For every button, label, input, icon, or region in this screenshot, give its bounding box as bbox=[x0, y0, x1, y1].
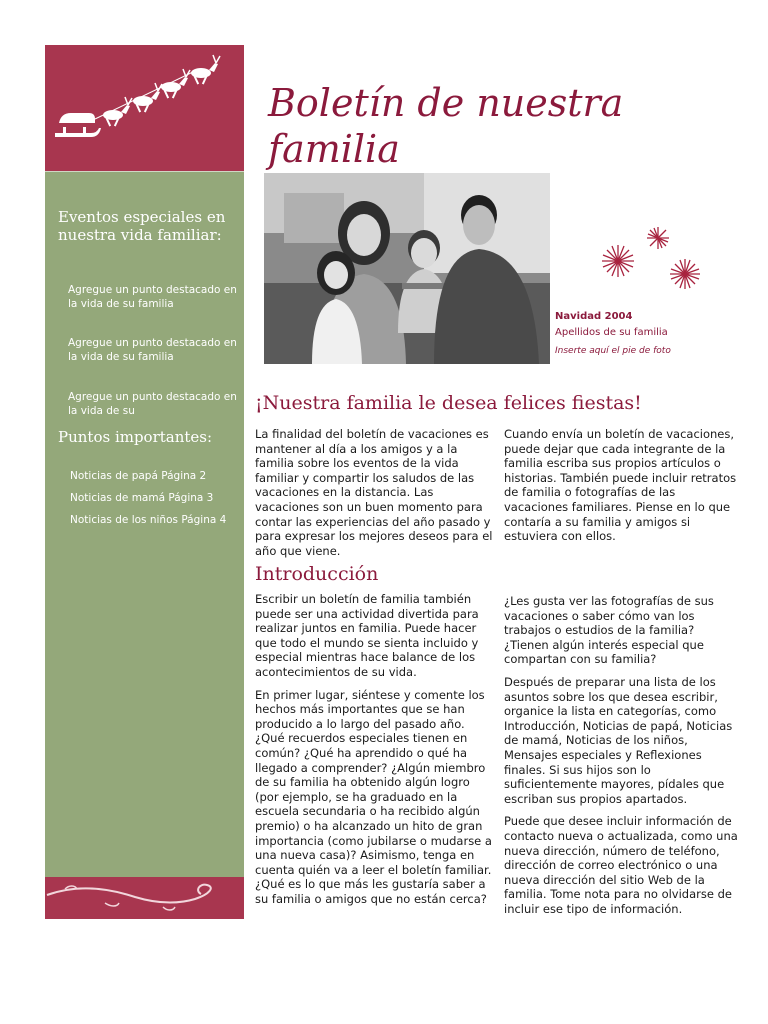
sidebar-event-item: Agregue un punto destacado en la vida de su familia bbox=[68, 337, 237, 363]
family-photo bbox=[264, 173, 550, 364]
paragraph: La finalidad del boletín de vacaciones es mantener al día a los amigos y a la familia sobre los eventos de la vida familiar y compartir los saludos de las vacaciones en la distancia. Las vacaciones son un buen momento para contar las experiencias del año pasado y para expresar los mejores deseos para el año que viene. bbox=[255, 427, 493, 558]
paragraph: En primer lugar, siéntese y comente los hechos más importantes que se han producido a lo largo del pasado año. ¿Qué recuerdos especiales tienen en común? ¿Qué ha aprendido o qué ha llegado a comprender? ¿Algún miembro de su familia ha obtenido algún logro (por ejemplo, se ha graduado en la escuela secundaria o ha recibido algún premio) o ha alcanzado un hito de gran importancia (como jubilarse o mudarse a una nueva casa)? Asimismo, tenga en cuenta quién va a leer el boletín familiar. ¿Qué es lo que más les gustaría saber a su familia o amigos que no están cerca? bbox=[255, 687, 492, 906]
sidebar-link-mom[interactable]: Noticias de mamá Página 3 bbox=[70, 492, 214, 504]
paragraph: Cuando envía un boletín de vacaciones, puede dejar que cada integrante de la familia escriba sus propios artículos o historias. También puede incluir retratos de familia o fotografías de las vacaciones familiares. Piense en lo que contaría a su familia y amigos si estuviera con ellos. bbox=[504, 427, 737, 544]
ornamental-swirl-icon bbox=[45, 877, 244, 919]
sidebar-events-heading: Eventos especiales en nuestra vida familiar: bbox=[58, 208, 226, 244]
introduction-column-right bbox=[504, 594, 738, 924]
paragraph: Después de preparar una lista de los asuntos sobre los que desea escribir, organice la lista en categorías, como Introducción, Noticias de papá, Noticias de mamá, Noticias de los niños, Mensajes especiales y Reflexiones finales. Si sus hijos son lo suficientemente mayores, pídales que escriban sus propios apartados. bbox=[504, 674, 733, 806]
photo-caption-surnames: Apellidos de su familia bbox=[555, 327, 668, 338]
paragraph: Puede que desee incluir información de contacto nueva o actualizada, como una nueva dirección, número de teléfono, dirección de correo electrónico o una nueva dirección del sitio Web de la familia. Tome nota para no olvidarse de incluir ese tipo de información. bbox=[504, 814, 738, 916]
paragraph: Escribir un boletín de familia también puede ser una actividad divertida para realizar juntos en familia. Puede hacer que todo el mundo se sienta incluido y especial mientras hace balance de los acontecimientos de su vida. bbox=[255, 592, 479, 679]
greeting-heading: ¡Nuestra familia le desea felices fiestas! bbox=[255, 392, 642, 414]
photo-caption-date: Navidad 2004 bbox=[555, 311, 633, 322]
newsletter-title: Boletín de nuestra familia bbox=[268, 81, 624, 171]
greeting-column-right bbox=[504, 427, 738, 552]
paragraph: ¿Les gusta ver las fotografías de sus vacaciones o saber cómo van los trabajos o estudios de la familia? ¿Tienen algún interés especial que compartan con su familia? bbox=[504, 594, 714, 667]
sidebar-highlights-heading: Puntos importantes: bbox=[58, 428, 213, 446]
sidebar-link-dad[interactable]: Noticias de papá Página 2 bbox=[70, 470, 207, 482]
greeting-column-left bbox=[255, 427, 493, 566]
introduction-column-left bbox=[255, 592, 493, 914]
snowflake-stars-icon bbox=[595, 223, 705, 293]
sidebar-link-kids[interactable]: Noticias de los niños Página 4 bbox=[70, 514, 227, 526]
sidebar-event-item: Agregue un punto destacado en la vida de su familia bbox=[68, 284, 237, 310]
sleigh-reindeer-icon bbox=[45, 45, 244, 172]
sidebar-event-item: Agregue un punto destacado en la vida de su bbox=[68, 391, 237, 417]
introduction-heading: Introducción bbox=[255, 563, 379, 585]
sidebar-footer-block bbox=[45, 877, 244, 919]
sidebar-header-block bbox=[45, 45, 244, 172]
photo-caption-placeholder: Inserte aquí el pie de foto bbox=[555, 346, 671, 356]
